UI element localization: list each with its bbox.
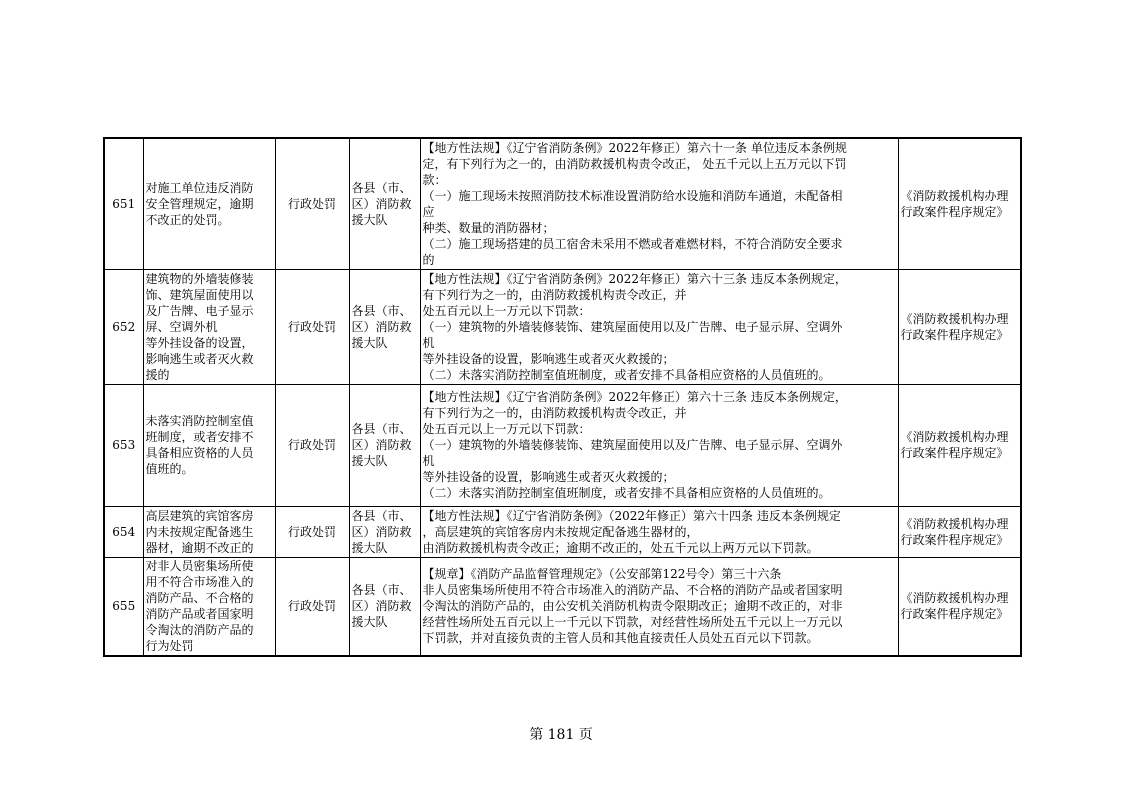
item-name-cell-line: 行为处罚 (145, 639, 194, 654)
legal-basis-cell-line: ，高层建筑的宾馆客房内未按规定配备逃生器材的， (422, 524, 699, 539)
row-index: 651 (104, 138, 143, 269)
department-cell-line: 援大队 (351, 615, 388, 630)
procedure-cell (898, 138, 1021, 269)
procedure-cell-line: 《消防救援机构办理 (900, 516, 1009, 531)
legal-basis-cell-line: 由消防救援机构责令改正；逾期不改正的，处五千元以上两万元以下罚款。 (422, 540, 819, 555)
category-cell: 行政处罚 (275, 384, 349, 506)
legal-basis-cell-line: （一）施工现场未按照消防技术标准设置消防给水设施和消防车通道，未配备相 (422, 188, 843, 203)
legal-basis-cell-line: 【地方性法规】《辽宁省消防条例》2022年修正）第六十一条 单位违反本条例规 (422, 140, 847, 155)
category-cell: 行政处罚 (275, 557, 349, 656)
item-name-cell (143, 506, 275, 557)
department-cell-line: 各县（市、 (351, 583, 412, 598)
legal-basis-cell (420, 384, 898, 506)
procedure-cell (898, 506, 1021, 557)
department-cell-line: 各县（市、 (351, 303, 412, 318)
item-name-cell-line: 影响逃生或者灭火救 (145, 351, 254, 366)
item-name-cell-line: 对施工单位违反消防 (145, 180, 254, 195)
legal-basis-cell-line: 有下列行为之一的，由消防救援机构责令改正，并 (422, 406, 687, 420)
department-cell-line: 援大队 (351, 212, 388, 227)
department-cell-line: 区）消防救 (351, 196, 412, 211)
department-cell-line: 各县（市、 (351, 180, 412, 195)
category-cell: 行政处罚 (275, 138, 349, 269)
category-cell: 行政处罚 (275, 269, 349, 384)
legal-basis-cell (420, 506, 898, 557)
item-name-cell-line: 具备相应资格的人员 (145, 446, 254, 460)
item-name-cell-line: 对非人员密集场所使 (145, 559, 254, 574)
procedure-cell-line: 行政案件程序规定》 (900, 204, 1009, 219)
category-cell: 行政处罚 (275, 506, 349, 557)
legal-basis-cell-line: （二）施工现场搭建的员工宿舍未采用不燃或者难燃材料，不符合消防安全要求 (422, 236, 843, 251)
row-index: 652 (104, 269, 143, 384)
department-cell (349, 138, 420, 269)
procedure-cell (898, 557, 1021, 656)
procedure-cell-line: 《消防救援机构办理 (900, 430, 1009, 444)
procedure-cell-line: 《消防救援机构办理 (900, 311, 1009, 326)
legal-basis-cell-line: 非人员密集场所使用不符合市场准入的消防产品、不合格的消防产品或者国家明 (422, 583, 843, 598)
legal-basis-cell-line: 机 (422, 454, 435, 468)
legal-basis-cell-line: 有下列行为之一的，由消防救援机构责令改正，并 (422, 287, 687, 302)
legal-basis-cell-line: 定，有下列行为之一的，由消防救援机构责令改正， 处五千元以上五万元以下罚 (422, 156, 847, 171)
item-name-cell-line: 用不符合市场准入的 (145, 575, 254, 590)
department-cell (349, 557, 420, 656)
legal-basis-cell-line: 等外挂设备的设置，影响逃生或者灭火救援的； (422, 351, 675, 366)
department-cell (349, 506, 420, 557)
table-row (104, 384, 1021, 506)
legal-basis-cell-line: 经营性场所处五百元以上一千元以下罚款，对经营性场所处五千元以上一万元以 (422, 615, 843, 630)
legal-basis-cell-line: 令淘汰的消防产品的，由公安机关消防机构责令限期改正；逾期不改正的，对非 (422, 599, 843, 614)
item-name-cell-line: 值班的。 (145, 462, 194, 476)
legal-basis-cell-line: （二）未落实消防控制室值班制度，或者安排不具备相应资格的人员值班的。 (422, 486, 831, 500)
legal-basis-cell-line: 处五百元以上一万元以下罚款： (422, 422, 591, 436)
table-row (104, 506, 1021, 557)
legal-basis-cell-line: （一）建筑物的外墙装修装饰、建筑屋面使用以及广告牌、电子显示屏、空调外 (422, 319, 843, 334)
item-name-cell-line: 屏、空调外机 (145, 319, 218, 334)
procedure-cell-line: 行政案件程序规定》 (900, 532, 1009, 547)
procedure-cell-line: 《消防救援机构办理 (900, 188, 1009, 203)
legal-basis-cell-line: （二）未落实消防控制室值班制度，或者安排不具备相应资格的人员值班的。 (422, 367, 831, 382)
legal-basis-cell-line: 等外挂设备的设置，影响逃生或者灭火救援的； (422, 470, 675, 484)
procedure-cell-line: 行政案件程序规定》 (900, 607, 1009, 622)
department-cell-line: 区）消防救 (351, 438, 412, 452)
department-cell-line: 区）消防救 (351, 524, 412, 539)
item-name-cell-line: 消防产品或者国家明 (145, 607, 254, 622)
department-cell-line: 各县（市、 (351, 508, 412, 523)
legal-basis-cell-line: 【规章】《消防产品监督管理规定》（公安部第122号令）第三十六条 (422, 567, 782, 582)
department-cell-line: 援大队 (351, 335, 388, 350)
department-cell-line: 区）消防救 (351, 319, 412, 334)
department-cell-line: 各县（市、 (351, 422, 412, 436)
item-name-cell-line: 令淘汰的消防产品的 (145, 623, 254, 638)
item-name-cell-line: 未落实消防控制室值 (145, 414, 254, 428)
item-name-cell-line: 及广告牌、电子显示 (145, 303, 254, 318)
department-cell (349, 384, 420, 506)
legal-basis-cell-line: 应 (422, 204, 435, 219)
department-cell-line: 援大队 (351, 540, 388, 555)
department-cell-line: 援大队 (351, 454, 388, 468)
legal-basis-cell-line: 处五百元以上一万元以下罚款： (422, 303, 591, 318)
legal-basis-cell-line: 【地方性法规】《辽宁省消防条例》（2022年修正）第六十四条 违反本条例规定 (422, 508, 841, 523)
item-name-cell-line: 饰、建筑屋面使用以 (145, 287, 254, 302)
table-row (104, 557, 1021, 656)
row-index: 653 (104, 384, 143, 506)
procedure-cell (898, 384, 1021, 506)
legal-basis-cell-line: （一）建筑物的外墙装修装饰、建筑屋面使用以及广告牌、电子显示屏、空调外 (422, 438, 843, 452)
item-name-cell-line: 消防产品、不合格的 (145, 591, 254, 606)
legal-basis-cell (420, 138, 898, 269)
legal-basis-cell-line: 种类、数量的消防器材； (422, 220, 555, 235)
table-row (104, 138, 1021, 269)
procedure-cell (898, 269, 1021, 384)
item-name-cell-line: 援的 (145, 367, 170, 382)
item-name-cell-line: 班制度，或者安排不 (145, 430, 254, 444)
item-name-cell-line: 高层建筑的宾馆客房 (145, 508, 254, 523)
procedure-cell-line: 行政案件程序规定》 (900, 446, 1009, 460)
item-name-cell (143, 269, 275, 384)
item-name-cell-line: 器材，逾期不改正的 (145, 540, 254, 555)
legal-basis-cell-line: 【地方性法规】《辽宁省消防条例》2022年修正）第六十三条 违反本条例规定， (422, 271, 847, 286)
item-name-cell-line: 等外挂设备的设置， (145, 335, 254, 350)
row-index: 655 (104, 557, 143, 656)
legal-basis-cell (420, 557, 898, 656)
legal-basis-cell-line: 机 (422, 335, 435, 350)
item-name-cell-line: 建筑物的外墙装修装 (145, 271, 254, 286)
procedure-cell-line: 《消防救援机构办理 (900, 591, 1009, 606)
penalty-table (103, 137, 1022, 657)
item-name-cell-line: 内未按规定配备逃生 (145, 524, 254, 539)
legal-basis-cell-line: 【地方性法规】《辽宁省消防条例》2022年修正）第六十三条 违反本条例规定， (422, 390, 847, 404)
procedure-cell-line: 行政案件程序规定》 (900, 327, 1009, 342)
table-row (104, 269, 1021, 384)
legal-basis-cell (420, 269, 898, 384)
department-cell-line: 区）消防救 (351, 599, 412, 614)
item-name-cell (143, 138, 275, 269)
item-name-cell-line: 安全管理规定，逾期 (145, 196, 254, 211)
item-name-cell-line: 不改正的处罚。 (145, 212, 230, 227)
department-cell (349, 269, 420, 384)
item-name-cell (143, 384, 275, 506)
item-name-cell (143, 557, 275, 656)
legal-basis-cell-line: 下罚款，并对直接负责的主管人员和其他直接责任人员处五百元以下罚款。 (422, 631, 819, 646)
legal-basis-cell-line: 款： (422, 172, 447, 187)
page-number: 第 181 页 (529, 727, 593, 743)
row-index: 654 (104, 506, 143, 557)
legal-basis-cell-line: 的 (422, 252, 435, 267)
table-body (104, 138, 1021, 656)
